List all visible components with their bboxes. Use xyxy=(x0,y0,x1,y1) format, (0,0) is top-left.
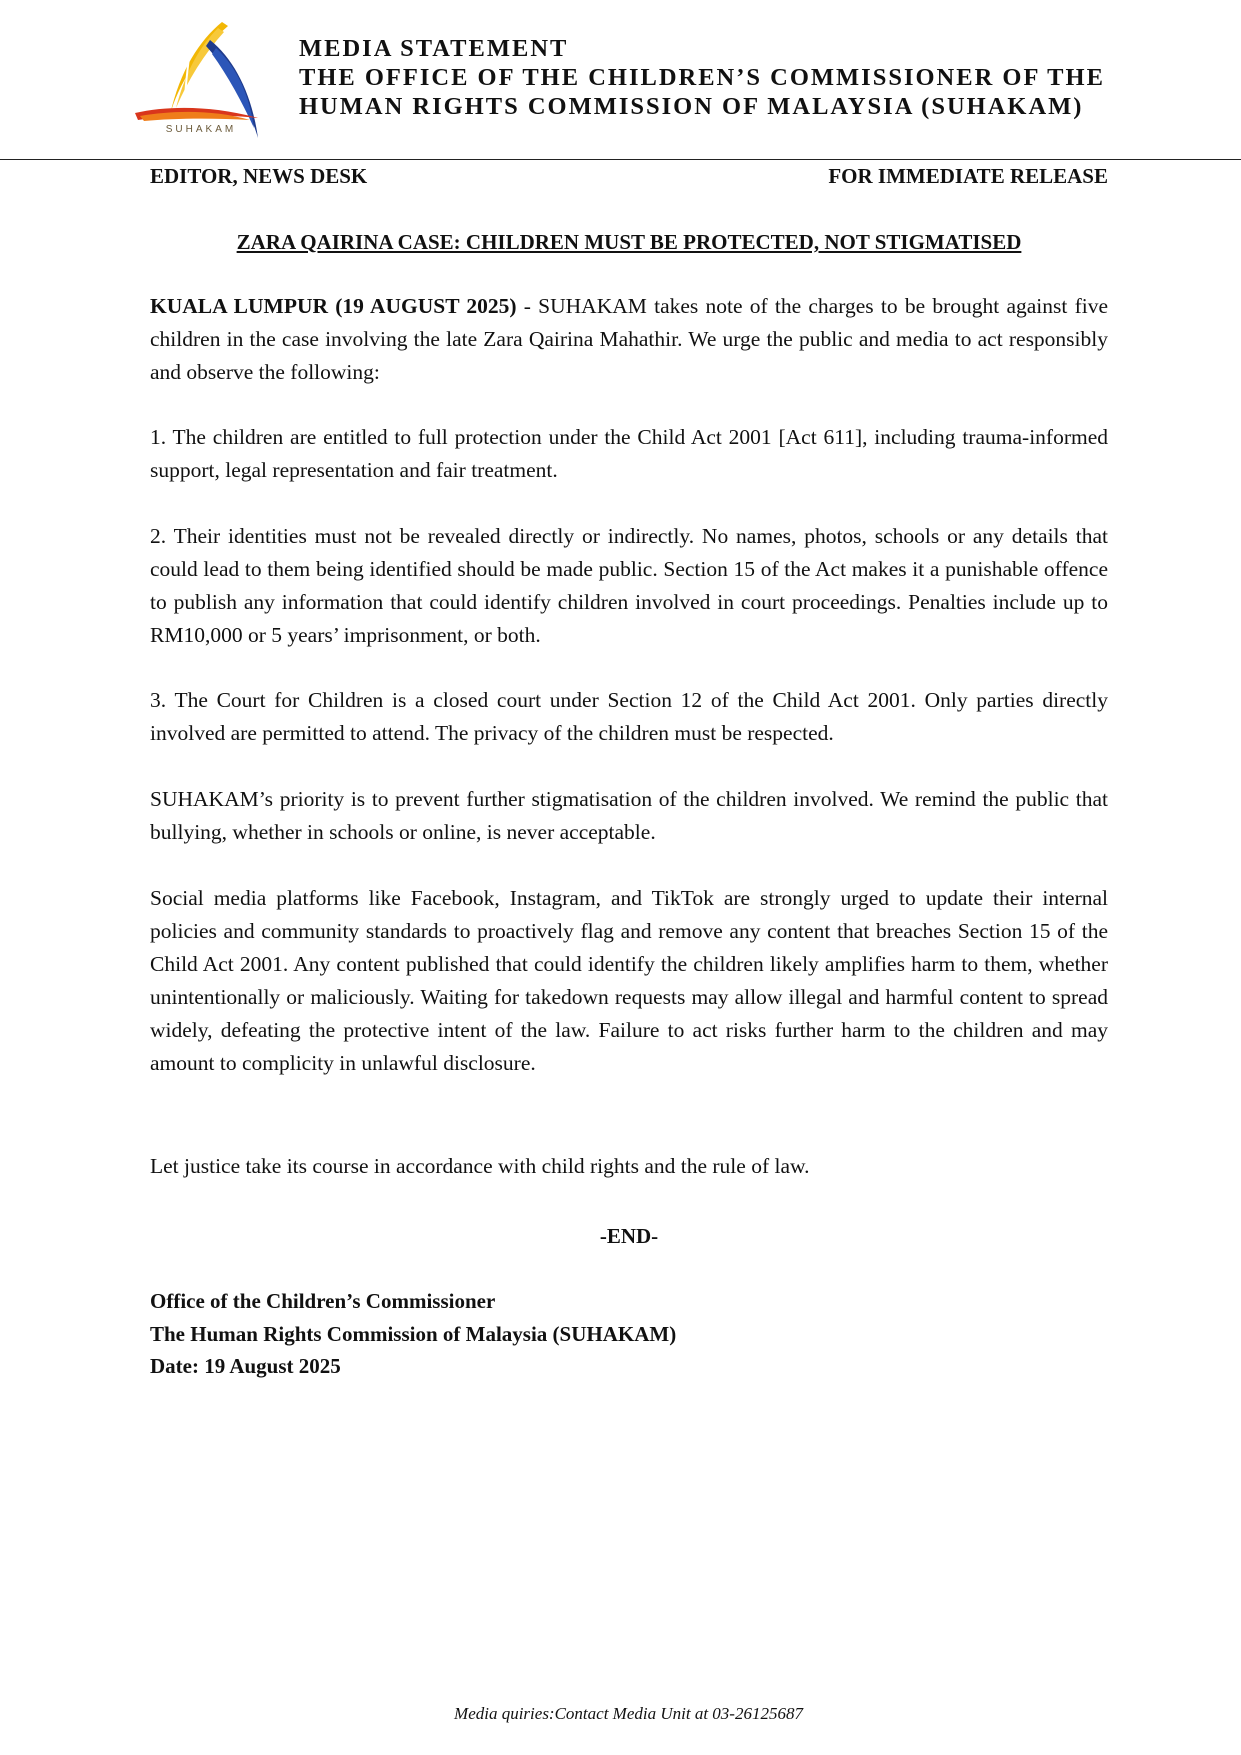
signature-office: Office of the Children’s Commissioner xyxy=(150,1289,496,1313)
intro-text: - SUHAKAM takes note of the charges to be brought against five children in the case involving the late Zara Qairina Mahathir. We urge the public and media to act responsibly and observe the following: xyxy=(150,294,1108,384)
header-divider xyxy=(0,159,1241,160)
logo-wordmark: SUHAKAM xyxy=(165,124,237,135)
editor-news-desk: EDITOR, NEWS DESK xyxy=(150,164,368,188)
dateline: KUALA LUMPUR (19 AUGUST 2025) xyxy=(150,294,517,318)
headline: ZARA QAIRINA CASE: CHILDREN MUST BE PROTECTED, NOT STIGMATISED xyxy=(236,230,1022,254)
header-line-media-statement: MEDIA STATEMENT xyxy=(299,35,569,62)
statement-header xyxy=(299,34,1105,121)
intro-paragraph xyxy=(150,290,1108,389)
social-media-paragraph: Social media platforms like Facebook, Instagram, and TikTok are strongly urged to update their internal policies and community standards to proactively flag and remove any content that breaches Section 15 of the Child Act 2001. Any content published that could identify the children likely amplifies harm to them, whether unintentionally or maliciously. Waiting for takedown requests may allow illegal and harmful content to spread widely, defeating the protective intent of the law. Failure to act risks further harm to the children and may amount to complicity in unlawful disclosure. xyxy=(150,886,1108,1075)
point-2: 2. Their identities must not be revealed directly or indirectly. No names, photos, schools or any details that could lead to them being identified should be made public. Section 15 of the Act makes it a punishable offence to publish any information that could identify children involved in court proceedings. Penalties include up to RM10,000 or 5 years’ imprisonment, or both. xyxy=(150,524,1108,647)
immediate-release: FOR IMMEDIATE RELEASE xyxy=(828,164,1108,188)
signature-block xyxy=(150,1285,676,1383)
header-line-office: THE OFFICE OF THE CHILDREN’S COMMISSIONER OF THE xyxy=(299,64,1105,91)
justice-paragraph: Let justice take its course in accordance with child rights and the rule of law. xyxy=(150,1154,810,1178)
end-marker: -END- xyxy=(599,1224,659,1248)
point-3: 3. The Court for Children is a closed court under Section 12 of the Child Act 2001. Only parties directly involved are permitted to attend. The privacy of the children must be respected. xyxy=(150,688,1108,745)
header-line-commission: HUMAN RIGHTS COMMISSION OF MALAYSIA (SUHAKAM) xyxy=(299,93,1084,120)
signature-date: Date: 19 August 2025 xyxy=(150,1354,341,1378)
meta-row xyxy=(150,163,1108,189)
media-contact-footer: Media quiries:Contact Media Unit at 03-26125687 xyxy=(454,1704,803,1723)
point-1: 1. The children are entitled to full protection under the Child Act 2001 [Act 611], including trauma-informed support, legal representation and fair treatment. xyxy=(150,425,1108,482)
priority-paragraph: SUHAKAM’s priority is to prevent further stigmatisation of the children involved. We remind the public that bullying, whether in schools or online, is never acceptable. xyxy=(150,787,1108,844)
signature-commission: The Human Rights Commission of Malaysia (SUHAKAM) xyxy=(150,1321,677,1346)
